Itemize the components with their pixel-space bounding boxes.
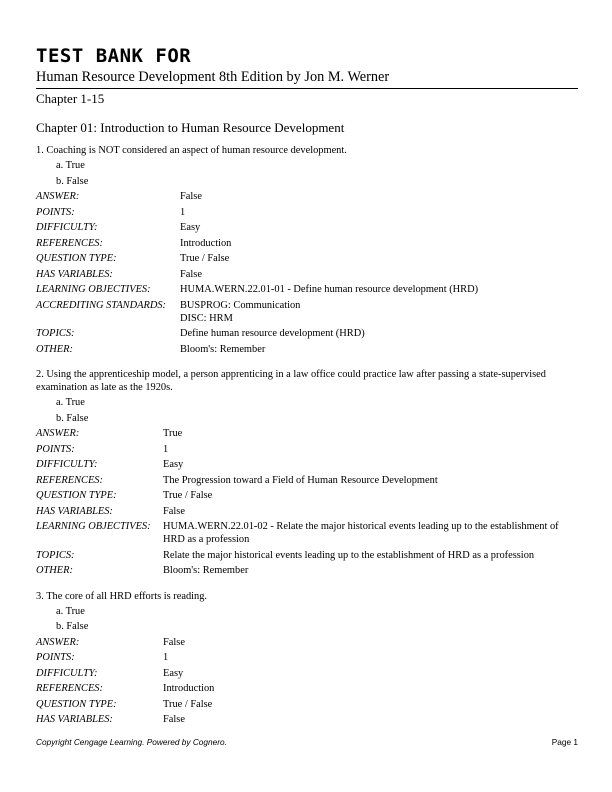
metadata-row [36, 667, 578, 683]
answer-options [56, 158, 578, 189]
metadata-key: HAS VARIABLES: [36, 505, 113, 517]
page-number: Page 1 [551, 737, 578, 747]
metadata-value-line: Introduction [163, 683, 215, 694]
metadata-key: REFERENCES: [36, 683, 103, 694]
metadata-value-line: Introduction [180, 237, 232, 249]
answer-option: a. True [56, 397, 85, 408]
metadata-value-line: The Progression toward a Field of Human Resource Development [163, 474, 438, 486]
answer-option: a. True [56, 160, 85, 171]
metadata-row [36, 505, 578, 521]
answer-option: b. False [56, 412, 89, 424]
metadata-row [36, 458, 578, 474]
metadata-value-line: HUMA.WERN.22.01-01 - Define human resource development (HRD) [180, 284, 479, 295]
question-2 [36, 368, 578, 580]
metadata-value-line: True [163, 428, 183, 439]
metadata-key: HAS VARIABLES: [36, 268, 113, 280]
metadata-value [163, 698, 578, 714]
metadata-row [36, 682, 578, 698]
metadata-key: LEARNING OBJECTIVES: [36, 521, 151, 532]
metadata-value [180, 190, 578, 206]
chapter-range: Chapter 1-15 [36, 91, 105, 106]
metadata-row [36, 252, 578, 268]
metadata-key: QUESTION TYPE: [36, 490, 117, 501]
metadata-value-line: False [163, 636, 185, 648]
metadata-value [163, 713, 578, 729]
metadata-row [36, 268, 578, 284]
metadata-key: QUESTION TYPE: [36, 698, 117, 710]
metadata-row [36, 343, 578, 359]
metadata-key: REFERENCES: [36, 474, 103, 486]
metadata-row [36, 713, 578, 729]
metadata-key: LEARNING OBJECTIVES: [36, 284, 151, 295]
metadata-key: REFERENCES: [36, 237, 103, 249]
document-page [36, 44, 578, 739]
metadata-value [180, 206, 578, 222]
metadata-row [36, 564, 578, 580]
metadata-row [36, 237, 578, 253]
metadata-row [36, 299, 578, 328]
metadata-key: TOPICS: [36, 328, 75, 339]
metadata-value [163, 474, 578, 490]
metadata-value-line: 1 [163, 443, 169, 455]
metadata-key: ANSWER: [36, 428, 80, 439]
question-3 [36, 590, 578, 729]
metadata-value [180, 327, 578, 343]
page-footer [36, 737, 578, 747]
metadata-key: ANSWER: [36, 636, 80, 648]
question-metadata [36, 190, 578, 358]
metadata-value-line: DISC: HRM [180, 312, 233, 324]
metadata-row [36, 190, 578, 206]
metadata-value-line: True / False [163, 698, 213, 710]
metadata-value-line: True / False [180, 253, 230, 264]
metadata-key: OTHER: [36, 343, 73, 355]
metadata-value-line: Easy [163, 459, 184, 470]
metadata-value [163, 443, 578, 459]
metadata-value [180, 268, 578, 284]
metadata-row [36, 651, 578, 667]
metadata-row [36, 443, 578, 459]
copyright-text: Copyright Cengage Learning. Powered by Cognero. [36, 737, 227, 747]
metadata-key: POINTS: [36, 206, 75, 218]
question-text: 1. Coaching is NOT considered an aspect of human resource development. [36, 145, 347, 156]
metadata-value [163, 427, 578, 443]
metadata-value-line: False [180, 268, 202, 280]
answer-options [56, 395, 578, 426]
metadata-row [36, 520, 578, 549]
metadata-key: DIFFICULTY: [36, 222, 98, 233]
metadata-key: POINTS: [36, 443, 75, 455]
metadata-key: ANSWER: [36, 191, 80, 202]
metadata-value-line: False [163, 714, 185, 725]
metadata-value [163, 682, 578, 698]
metadata-value-line: 1 [163, 652, 169, 663]
metadata-key: POINTS: [36, 652, 75, 663]
answer-option: b. False [56, 175, 89, 187]
metadata-value [163, 458, 578, 474]
metadata-value [180, 343, 578, 359]
metadata-row [36, 206, 578, 222]
answer-options [56, 604, 578, 635]
metadata-value [163, 505, 578, 521]
book-title: Human Resource Development 8th Edition by Jon M. Werner [36, 68, 578, 89]
metadata-row [36, 636, 578, 652]
metadata-value-line: False [163, 505, 185, 517]
metadata-value [163, 489, 578, 505]
metadata-row [36, 327, 578, 343]
metadata-value [163, 564, 578, 580]
metadata-value [163, 667, 578, 683]
metadata-row [36, 698, 578, 714]
metadata-key: DIFFICULTY: [36, 459, 98, 470]
metadata-value [180, 237, 578, 253]
metadata-value-line: Easy [163, 667, 184, 679]
metadata-key: QUESTION TYPE: [36, 253, 117, 264]
metadata-value-line: BUSPROG: Communication [180, 299, 301, 311]
question-text: 2. Using the apprenticeship model, a person apprenticing in a law office could practice law after passing a state-supervised examination as late as the 1920s. [36, 369, 546, 393]
metadata-value-line: Define human resource development (HRD) [180, 328, 365, 339]
metadata-key: OTHER: [36, 565, 73, 576]
metadata-value [180, 252, 578, 268]
metadata-row [36, 489, 578, 505]
metadata-row [36, 283, 578, 299]
question-text: 3. The core of all HRD efforts is reading. [36, 590, 208, 602]
metadata-row [36, 474, 578, 490]
answer-option: a. True [56, 605, 85, 617]
metadata-key: HAS VARIABLES: [36, 714, 113, 725]
metadata-value-line: Bloom's: Remember [163, 565, 249, 576]
question-metadata [36, 636, 578, 729]
question-list [36, 144, 578, 729]
metadata-value [180, 283, 578, 299]
metadata-value [163, 520, 578, 549]
metadata-row [36, 427, 578, 443]
test-bank-banner: TEST BANK FOR [36, 45, 192, 67]
metadata-value-line: Bloom's: Remember [180, 343, 266, 355]
metadata-value-line: Easy [180, 222, 201, 233]
metadata-value [180, 299, 578, 328]
metadata-value-line: True / False [163, 490, 213, 501]
metadata-value-line: 1 [180, 206, 186, 218]
chapter-title: Chapter 01: Introduction to Human Resource Development [36, 120, 345, 135]
metadata-key: TOPICS: [36, 549, 75, 561]
metadata-row [36, 549, 578, 565]
metadata-value [163, 651, 578, 667]
metadata-value [163, 549, 578, 565]
question-metadata [36, 427, 578, 580]
metadata-key: ACCREDITING STANDARDS: [36, 299, 166, 311]
answer-option: b. False [56, 621, 89, 632]
metadata-value-line: HUMA.WERN.22.01-02 - Relate the major historical events leading up to the establishment of HRD as a profession [163, 521, 559, 545]
metadata-value [163, 636, 578, 652]
metadata-value-line: False [180, 191, 202, 202]
question-1 [36, 144, 578, 358]
metadata-key: DIFFICULTY: [36, 667, 98, 679]
metadata-row [36, 221, 578, 237]
metadata-value [180, 221, 578, 237]
metadata-value-line: Relate the major historical events leading up to the establishment of HRD as a profession [163, 549, 535, 561]
